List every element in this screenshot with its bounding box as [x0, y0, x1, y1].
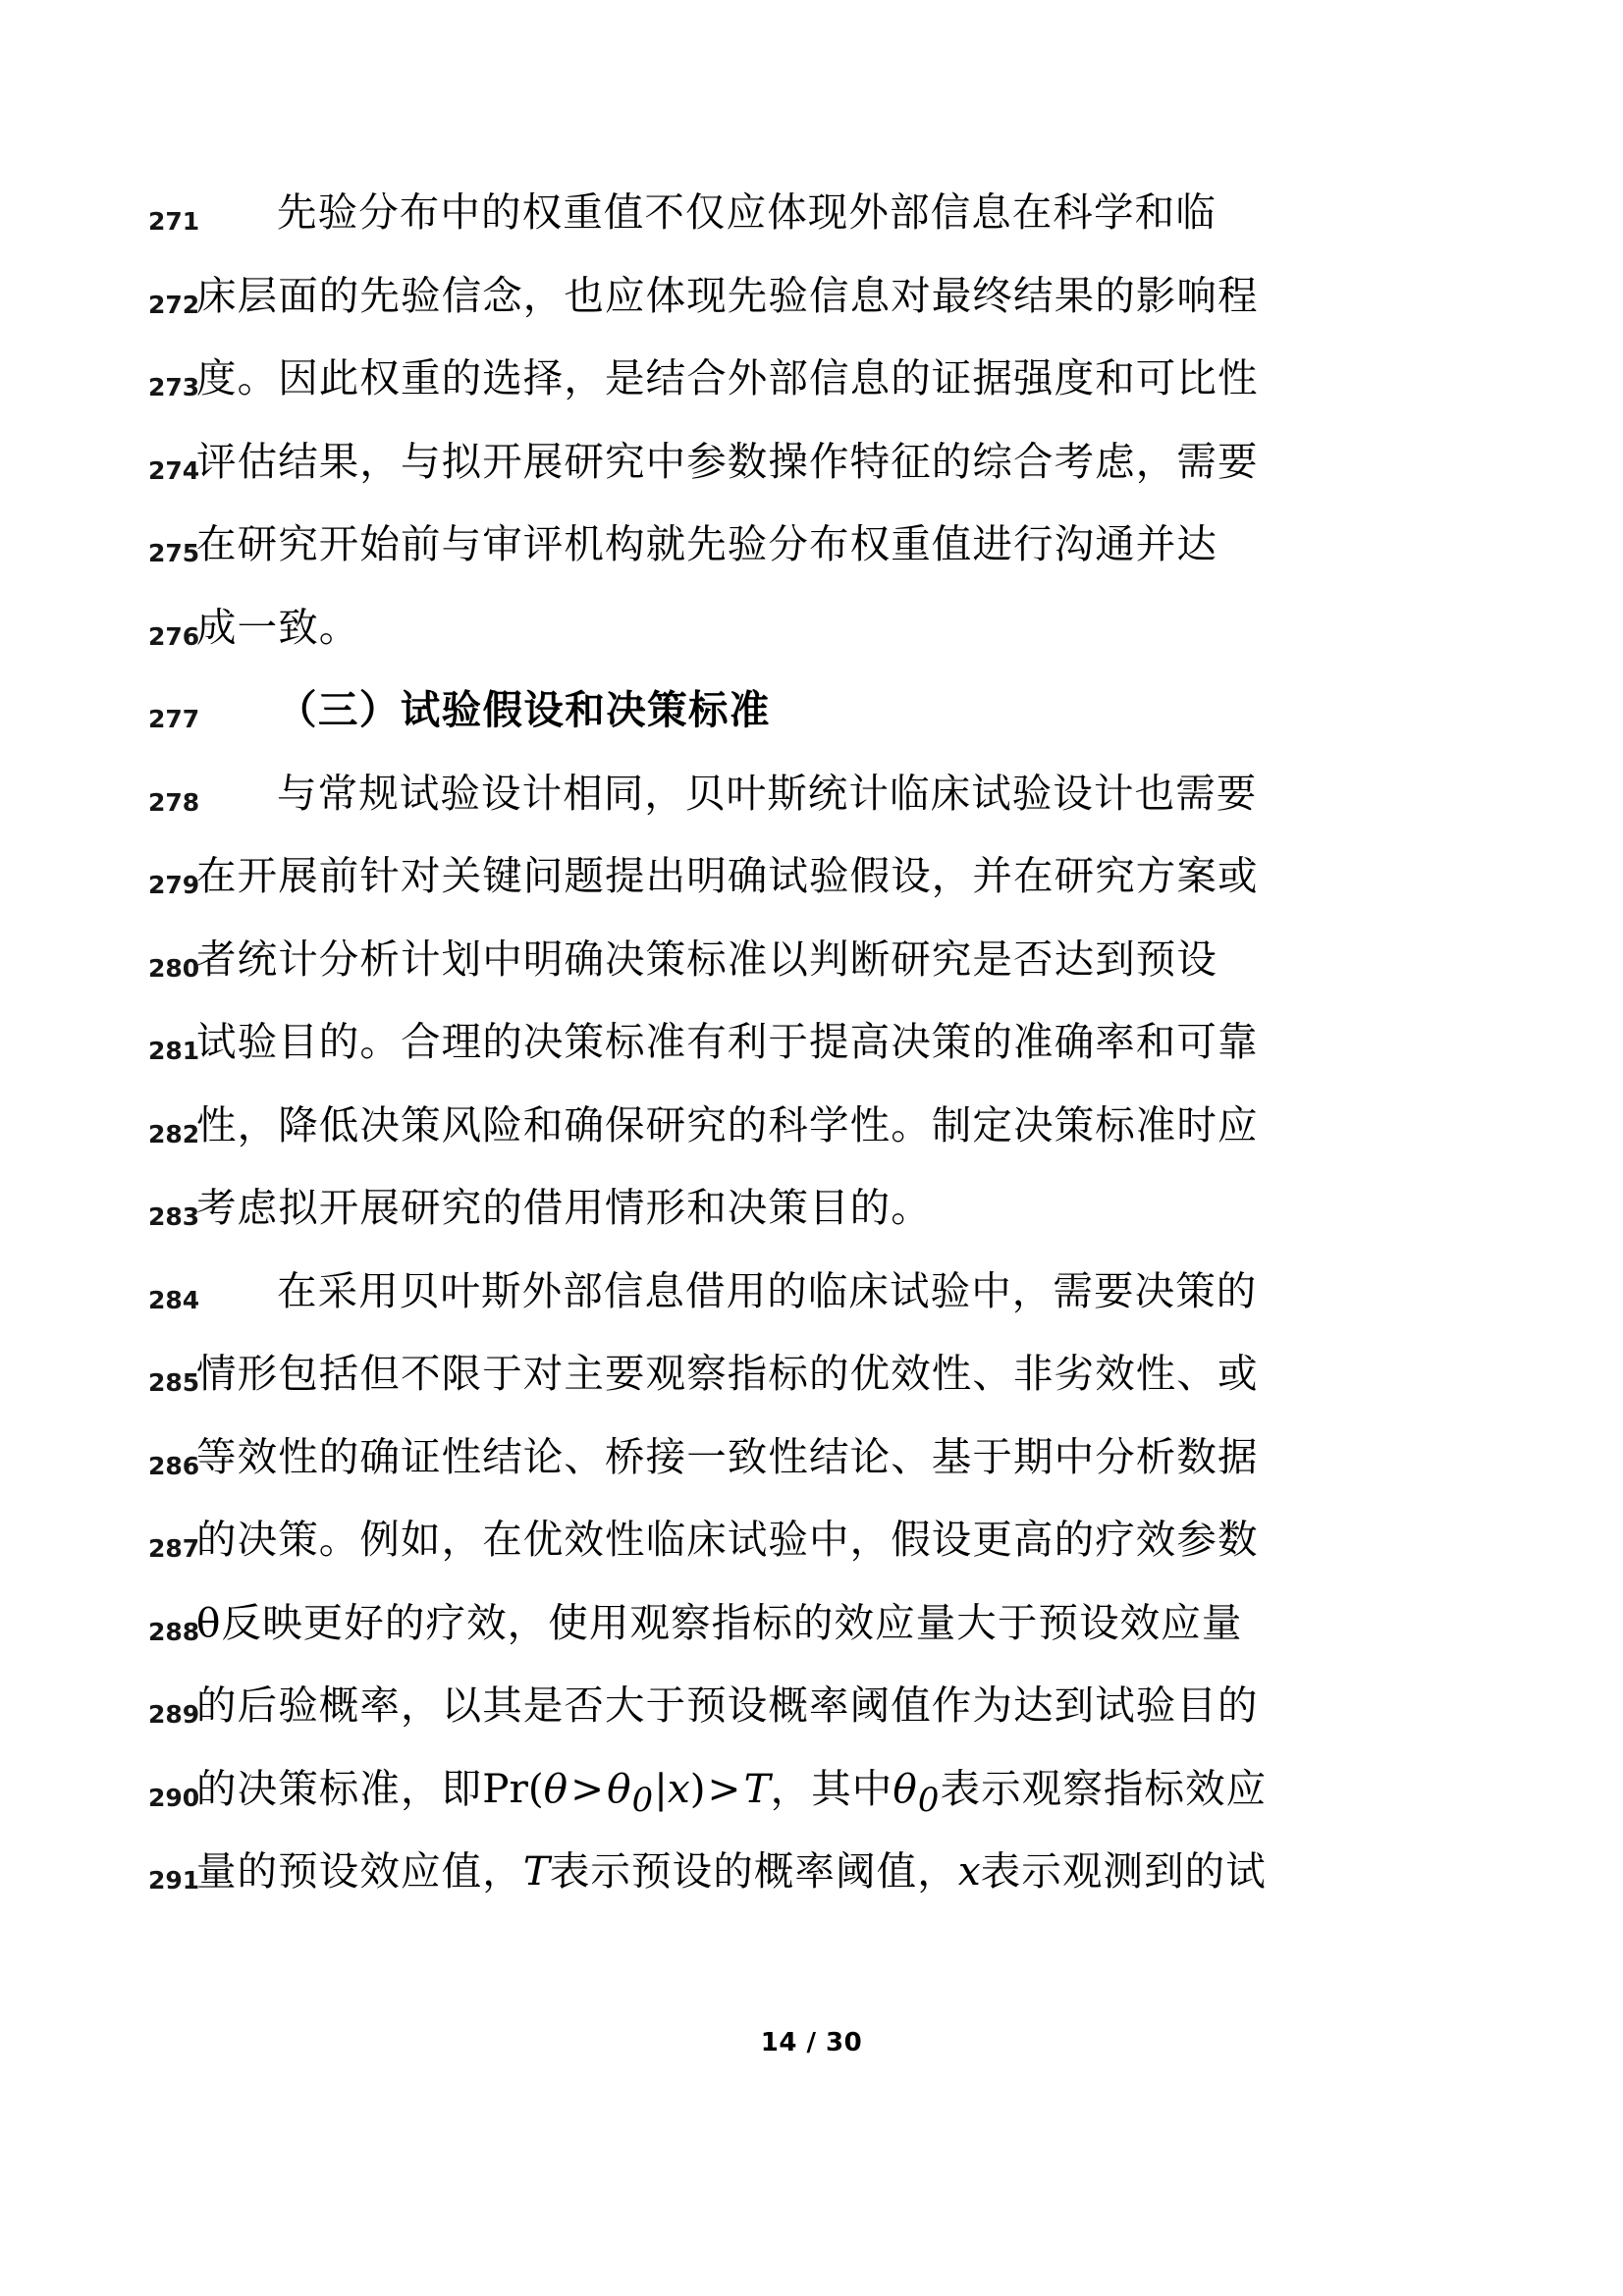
- line-number: 286: [148, 1451, 200, 1480]
- text-line-row: [0, 1847, 1623, 1935]
- line-content: 试验目的。合理的决策标准有利于提高决策的准确率和可靠: [196, 1018, 1259, 1065]
- line-number: 279: [148, 871, 200, 899]
- text-line-row: [0, 686, 1623, 774]
- line-number: 274: [148, 455, 200, 485]
- line-content: 的决策。例如，在优效性临床试验中，假设更高的疗效参数: [196, 1516, 1259, 1563]
- math-pr-operator: Pr: [482, 1764, 528, 1812]
- line-content: 者统计分析计划中明确决策标准以判断研究是否达到预设: [196, 934, 1217, 983]
- line-content: 情形包括但不限于对主要观察指标的优效性、非劣效性、或: [196, 1350, 1259, 1397]
- math-greater-than-icon-2: >: [707, 1764, 742, 1812]
- math-x-variable-291: x: [957, 1847, 981, 1895]
- text-line-row: [0, 1018, 1623, 1105]
- line-content: 成一致。: [196, 603, 360, 651]
- line-content: 考虑拟开展研究的借用情形和决策目的。: [196, 1184, 932, 1231]
- math-T-variable: T: [743, 1764, 771, 1812]
- line-content: 性，降低决策风险和确保研究的科学性。制定决策标准时应: [196, 1100, 1259, 1148]
- math-theta: θ: [543, 1764, 569, 1812]
- line-number: 288: [148, 1617, 200, 1646]
- line-content: θ反映更好的疗效，使用观察指标的效应量大于预设效应量: [196, 1598, 1243, 1646]
- math-theta-zero-sub-2: 0: [917, 1780, 941, 1819]
- text-line-row: [0, 437, 1623, 525]
- math-theta-zero-sub: 0: [631, 1780, 655, 1819]
- line-content: 床层面的先验信念，也应体现先验信息对最终结果的影响程: [196, 271, 1259, 319]
- line-content: 的后验概率，以其是否大于预设概率阈值作为达到试验目的: [196, 1682, 1259, 1729]
- text-line-row: [0, 520, 1623, 608]
- line-content: 等效性的确证性结论、桥接一致性结论、基于期中分析数据: [196, 1432, 1259, 1480]
- math-line-mid-291: 表示预设的概率阈值，: [549, 1847, 958, 1895]
- line-content: 与常规试验设计相同，贝叶斯统计临床试验设计也需要: [277, 769, 1258, 817]
- line-number: 276: [148, 621, 200, 651]
- section-heading: （三）试验假设和决策标准: [277, 686, 771, 733]
- line-number: 281: [148, 1037, 200, 1065]
- text-line-row: [0, 1598, 1623, 1686]
- math-line-mid: ，其中: [770, 1764, 893, 1812]
- text-line-row: [0, 1432, 1623, 1521]
- text-line-row: [0, 1764, 1623, 1852]
- line-number: 273: [148, 373, 200, 401]
- math-line-suffix: 表示观察指标效应: [940, 1764, 1268, 1812]
- text-line-row: [0, 852, 1623, 939]
- text-line-row: [0, 1266, 1623, 1355]
- line-number: 272: [148, 290, 200, 319]
- text-line-row: [0, 603, 1623, 691]
- math-paren-close: ): [689, 1764, 706, 1812]
- line-number: 278: [148, 787, 200, 817]
- text-line-row: [0, 934, 1623, 1023]
- line-number: 283: [148, 1202, 200, 1231]
- line-number: 290: [148, 1783, 200, 1812]
- line-number: 285: [148, 1368, 200, 1397]
- math-T-variable-291: T: [522, 1847, 550, 1895]
- line-number: 277: [148, 705, 200, 733]
- text-line-row: [0, 188, 1623, 276]
- line-number: 275: [148, 539, 200, 567]
- line-content: 在采用贝叶斯外部信息借用的临床试验中，需要决策的: [277, 1266, 1258, 1314]
- line-content: 在研究开始前与审评机构就先验分布权重值进行沟通并达: [196, 520, 1217, 567]
- line-number: 271: [148, 207, 200, 236]
- math-theta-zero-base-2: θ: [893, 1764, 918, 1812]
- line-number: 287: [148, 1534, 200, 1563]
- line-number: 280: [148, 953, 200, 983]
- text-line-row: [0, 1184, 1623, 1271]
- text-line-row: [0, 354, 1623, 442]
- line-content-math: [196, 1764, 1623, 1819]
- text-line-row: [0, 1100, 1623, 1189]
- line-content: 先验分布中的权重值不仅应体现外部信息在科学和临: [277, 188, 1217, 236]
- page-footer: 14 / 30: [760, 2028, 863, 2057]
- math-paren-open: (: [527, 1764, 544, 1812]
- text-line-row: [0, 769, 1623, 857]
- math-theta-zero-base: θ: [607, 1764, 632, 1812]
- text-line-row: [0, 1350, 1623, 1437]
- math-x-variable: x: [667, 1764, 690, 1812]
- line-content: 度。因此权重的选择，是结合外部信息的证据强度和可比性: [196, 354, 1259, 401]
- math-conditional-bar: |: [654, 1764, 668, 1812]
- text-line-row: [0, 1516, 1623, 1603]
- text-line-row: [0, 271, 1623, 359]
- line-number: 284: [148, 1285, 200, 1314]
- math-line-prefix-291: 量的预设效应值，: [196, 1847, 523, 1895]
- line-number: 289: [148, 1700, 200, 1729]
- math-theta-zero: [607, 1764, 655, 1819]
- line-number: 282: [148, 1119, 200, 1148]
- math-greater-than-icon: >: [570, 1764, 606, 1812]
- math-line-suffix-291: 表示观测到的试: [980, 1847, 1267, 1895]
- text-line-row: [0, 1682, 1623, 1769]
- line-content: 评估结果，与拟开展研究中参数操作特征的综合考虑，需要: [196, 437, 1259, 485]
- line-content-math: [196, 1847, 1623, 1895]
- math-theta-zero-2: [893, 1764, 941, 1819]
- line-number: 291: [148, 1866, 200, 1895]
- line-content: 在开展前针对关键问题提出明确试验假设，并在研究方案或: [196, 852, 1259, 899]
- math-line-prefix: 的决策标准，即: [196, 1764, 483, 1812]
